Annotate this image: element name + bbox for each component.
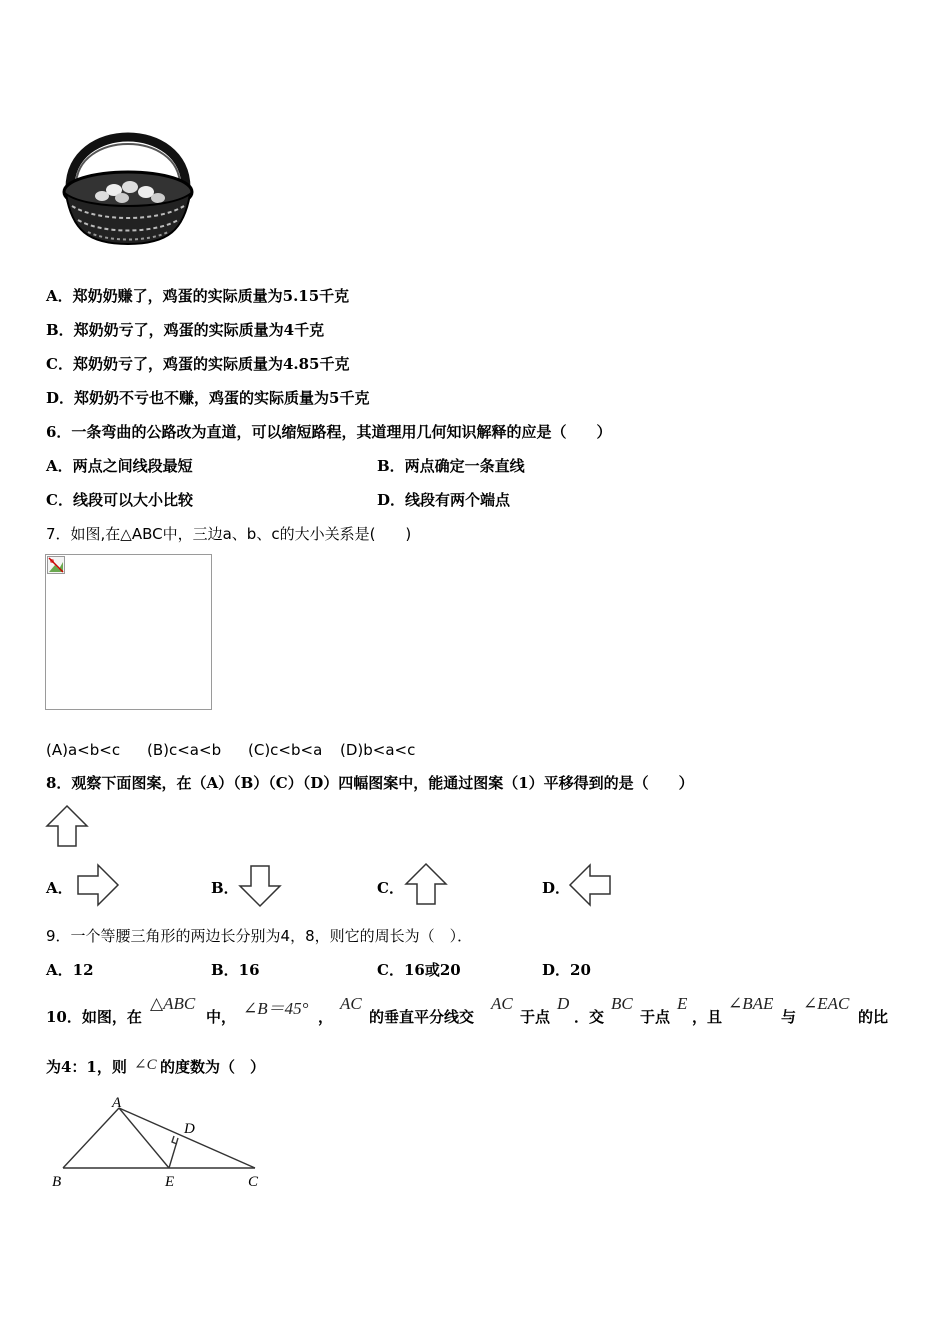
q10-math-bc: BC [611, 994, 633, 1013]
q7-option-c: (C)c<b<a [248, 741, 323, 759]
q6-option-d: D．线段有两个端点 [377, 491, 511, 509]
q10-math-angle-b: ∠B＝45° [243, 999, 309, 1018]
q10-text-4: 的垂直平分线交 [369, 1008, 475, 1026]
q6-option-a: A．两点之间线段最短 [46, 457, 193, 475]
q10-text-2: 中， [206, 1008, 237, 1026]
q6-option-c: C．线段可以大小比较 [46, 491, 193, 509]
egg-basket-image [58, 110, 198, 250]
q9-option-c: C．16或20 [377, 961, 461, 979]
arrow-right-icon-option-a [74, 862, 120, 908]
q10-math-ac-2: AC [491, 994, 513, 1013]
q7-broken-image-frame [45, 554, 212, 710]
arrow-up-icon-option-c [403, 862, 449, 908]
q7-option-a: (A)a<b<c [46, 741, 121, 759]
q10-math-angle-eac: ∠EAC [803, 994, 850, 1013]
q10-text-7: 于点 [640, 1008, 671, 1026]
q6-stem: 6．一条弯曲的公路改为直道，可以缩短路程，其道理用几何知识解释的应是（ ） [46, 423, 612, 441]
q10-text-3: ， [318, 1008, 334, 1026]
q10-triangle-figure [46, 1095, 276, 1195]
q8-stem: 8．观察下面图案，在（A）（B）（C）（D）四幅图案中，能通过图案（1）平移得到的是（ ） [46, 774, 694, 792]
arrow-down-icon-option-b [237, 862, 283, 908]
q10-line2-text-2: 的度数为（ ） [160, 1058, 266, 1076]
q9-option-d: D．20 [542, 961, 591, 979]
q9-option-a: A．12 [46, 961, 94, 979]
q10-math-d: D [557, 994, 570, 1013]
q10-text-9: 与 [781, 1008, 797, 1026]
q8-label-d: D． [542, 879, 571, 897]
q10-math-ac-1: AC [340, 994, 362, 1013]
q5-option-a: A．郑奶奶赚了，鸡蛋的实际质量为5.15千克 [46, 287, 350, 305]
q10-text-6: ．交 [574, 1008, 605, 1026]
q7-option-d: (D)b<a<c [340, 741, 416, 759]
q10-math-e: E [677, 994, 688, 1013]
q5-option-b: B．郑奶奶亏了，鸡蛋的实际质量为4千克 [46, 321, 325, 339]
q10-math-triangle-abc: △ABC [150, 994, 196, 1013]
q10-text-10: 的比 [858, 1008, 889, 1026]
q10-text-8: ，且 [692, 1008, 723, 1026]
label-a: A [112, 1095, 122, 1111]
q6-option-b: B．两点确定一条直线 [377, 457, 525, 475]
q10-math-angle-c: ∠C [134, 1057, 157, 1073]
broken-image-icon [47, 556, 65, 574]
q5-option-c: C．郑奶奶亏了，鸡蛋的实际质量为4.85千克 [46, 355, 350, 373]
q5-option-d: D．郑奶奶不亏也不赚，鸡蛋的实际质量为5千克 [46, 389, 370, 407]
q9-stem: 9．一个等腰三角形的两边长分别为4，8，则它的周长为（ ）． [46, 927, 473, 945]
label-e: E [165, 1174, 175, 1190]
label-c: C [248, 1174, 259, 1190]
q8-label-a: A． [46, 879, 73, 897]
q10-text-5: 于点 [520, 1008, 551, 1026]
q10-line2-text-1: 为4：1，则 [46, 1058, 127, 1076]
q8-label-c: C． [377, 879, 404, 897]
arrow-left-icon-option-d [568, 862, 614, 908]
arrow-up-icon-pattern-1 [44, 804, 90, 850]
q9-option-b: B．16 [211, 961, 260, 979]
q7-option-b: (B)c<a<b [147, 741, 222, 759]
q8-label-b: B． [211, 879, 239, 897]
q10-text-1: 10．如图，在 [46, 1008, 142, 1026]
label-d: D [184, 1121, 195, 1137]
q10-math-angle-bae: ∠BAE [728, 994, 774, 1013]
q7-stem: 7．如图,在△ABC中，三边a、b、c的大小关系是( ) [46, 525, 412, 543]
label-b: B [52, 1174, 62, 1190]
